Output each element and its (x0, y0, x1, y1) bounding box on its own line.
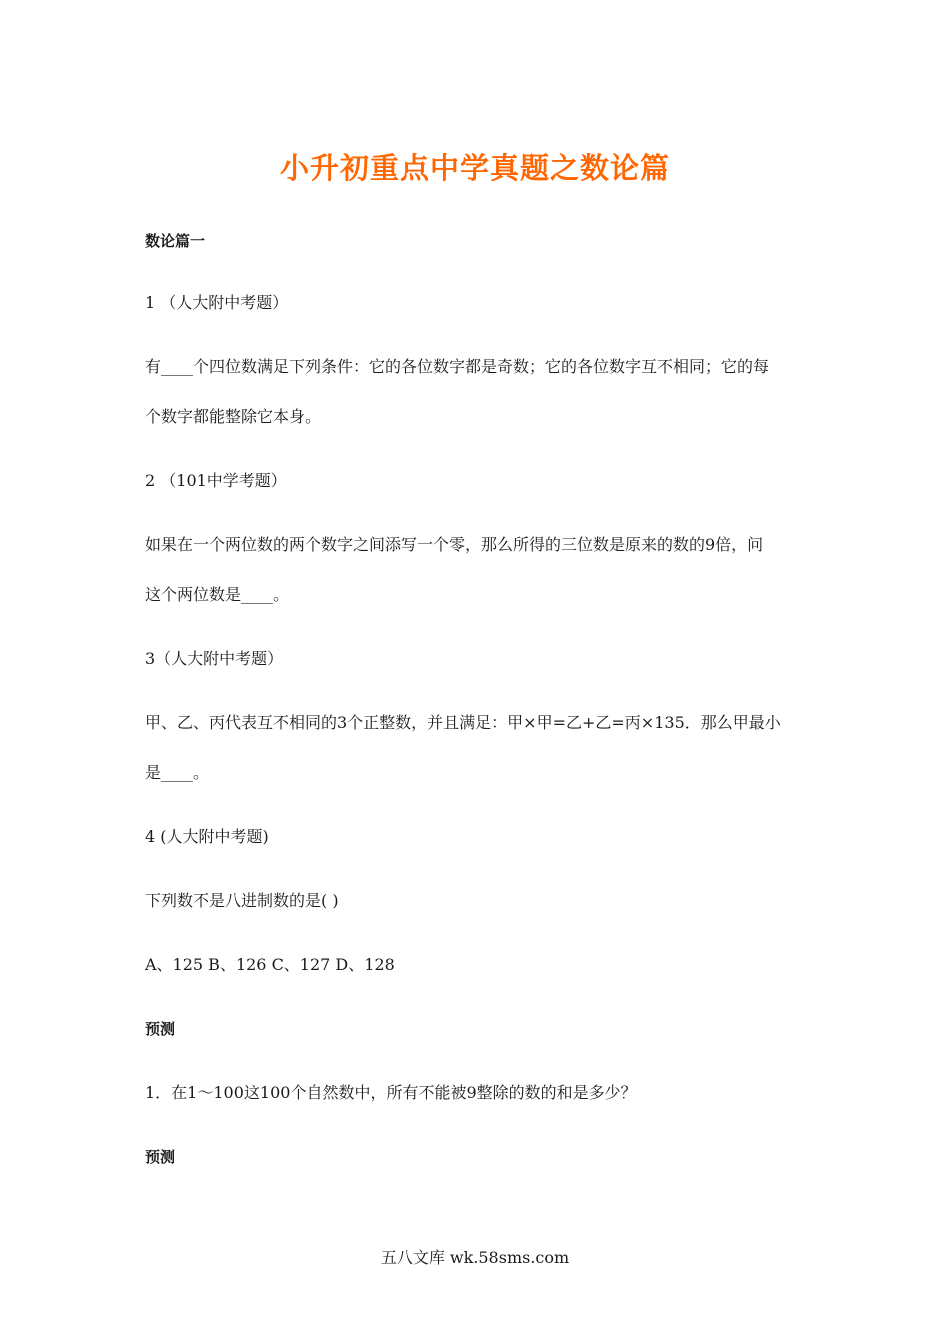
question-1-text-line1: 有____个四位数满足下列条件：它的各位数字都是奇数；它的各位数字互不相同；它的每 (145, 357, 770, 376)
question-2-text-line2: 这个两位数是____。 (145, 585, 290, 604)
question-1-source: 1 （人大附中考题） (145, 293, 289, 312)
question-4-text: 下列数不是八进制数的是( ) (145, 891, 339, 910)
question-4-options: A、125 B、126 C、127 D、128 (145, 955, 395, 974)
question-1-text-line2: 个数字都能整除它本身。 (145, 407, 322, 426)
question-3-text-line2: 是____。 (145, 763, 210, 782)
question-4-source: 4 (人大附中考题) (145, 827, 269, 846)
footer-watermark: 五八文库 wk.58sms.com (380, 1248, 570, 1267)
section-heading: 数论篇一 (145, 232, 206, 250)
question-3-source: 3（人大附中考题） (145, 649, 284, 668)
prediction-1-text: 1．在1～100这100个自然数中，所有不能被9整除的数的和是多少？ (145, 1083, 637, 1102)
question-3-text-line1: 甲、乙、丙代表互不相同的3个正整数，并且满足：甲×甲=乙+乙=丙×135．那么甲最小 (145, 713, 781, 732)
question-2-text-line1: 如果在一个两位数的两个数字之间添写一个零，那么所得的三位数是原来的数的9倍，问 (145, 535, 764, 554)
prediction-heading-1: 预测 (145, 1020, 176, 1038)
prediction-heading-2: 预测 (145, 1148, 176, 1166)
page-title: 小升初重点中学真题之数论篇 (279, 151, 670, 185)
question-2-source: 2 （101中学考题） (145, 471, 287, 490)
